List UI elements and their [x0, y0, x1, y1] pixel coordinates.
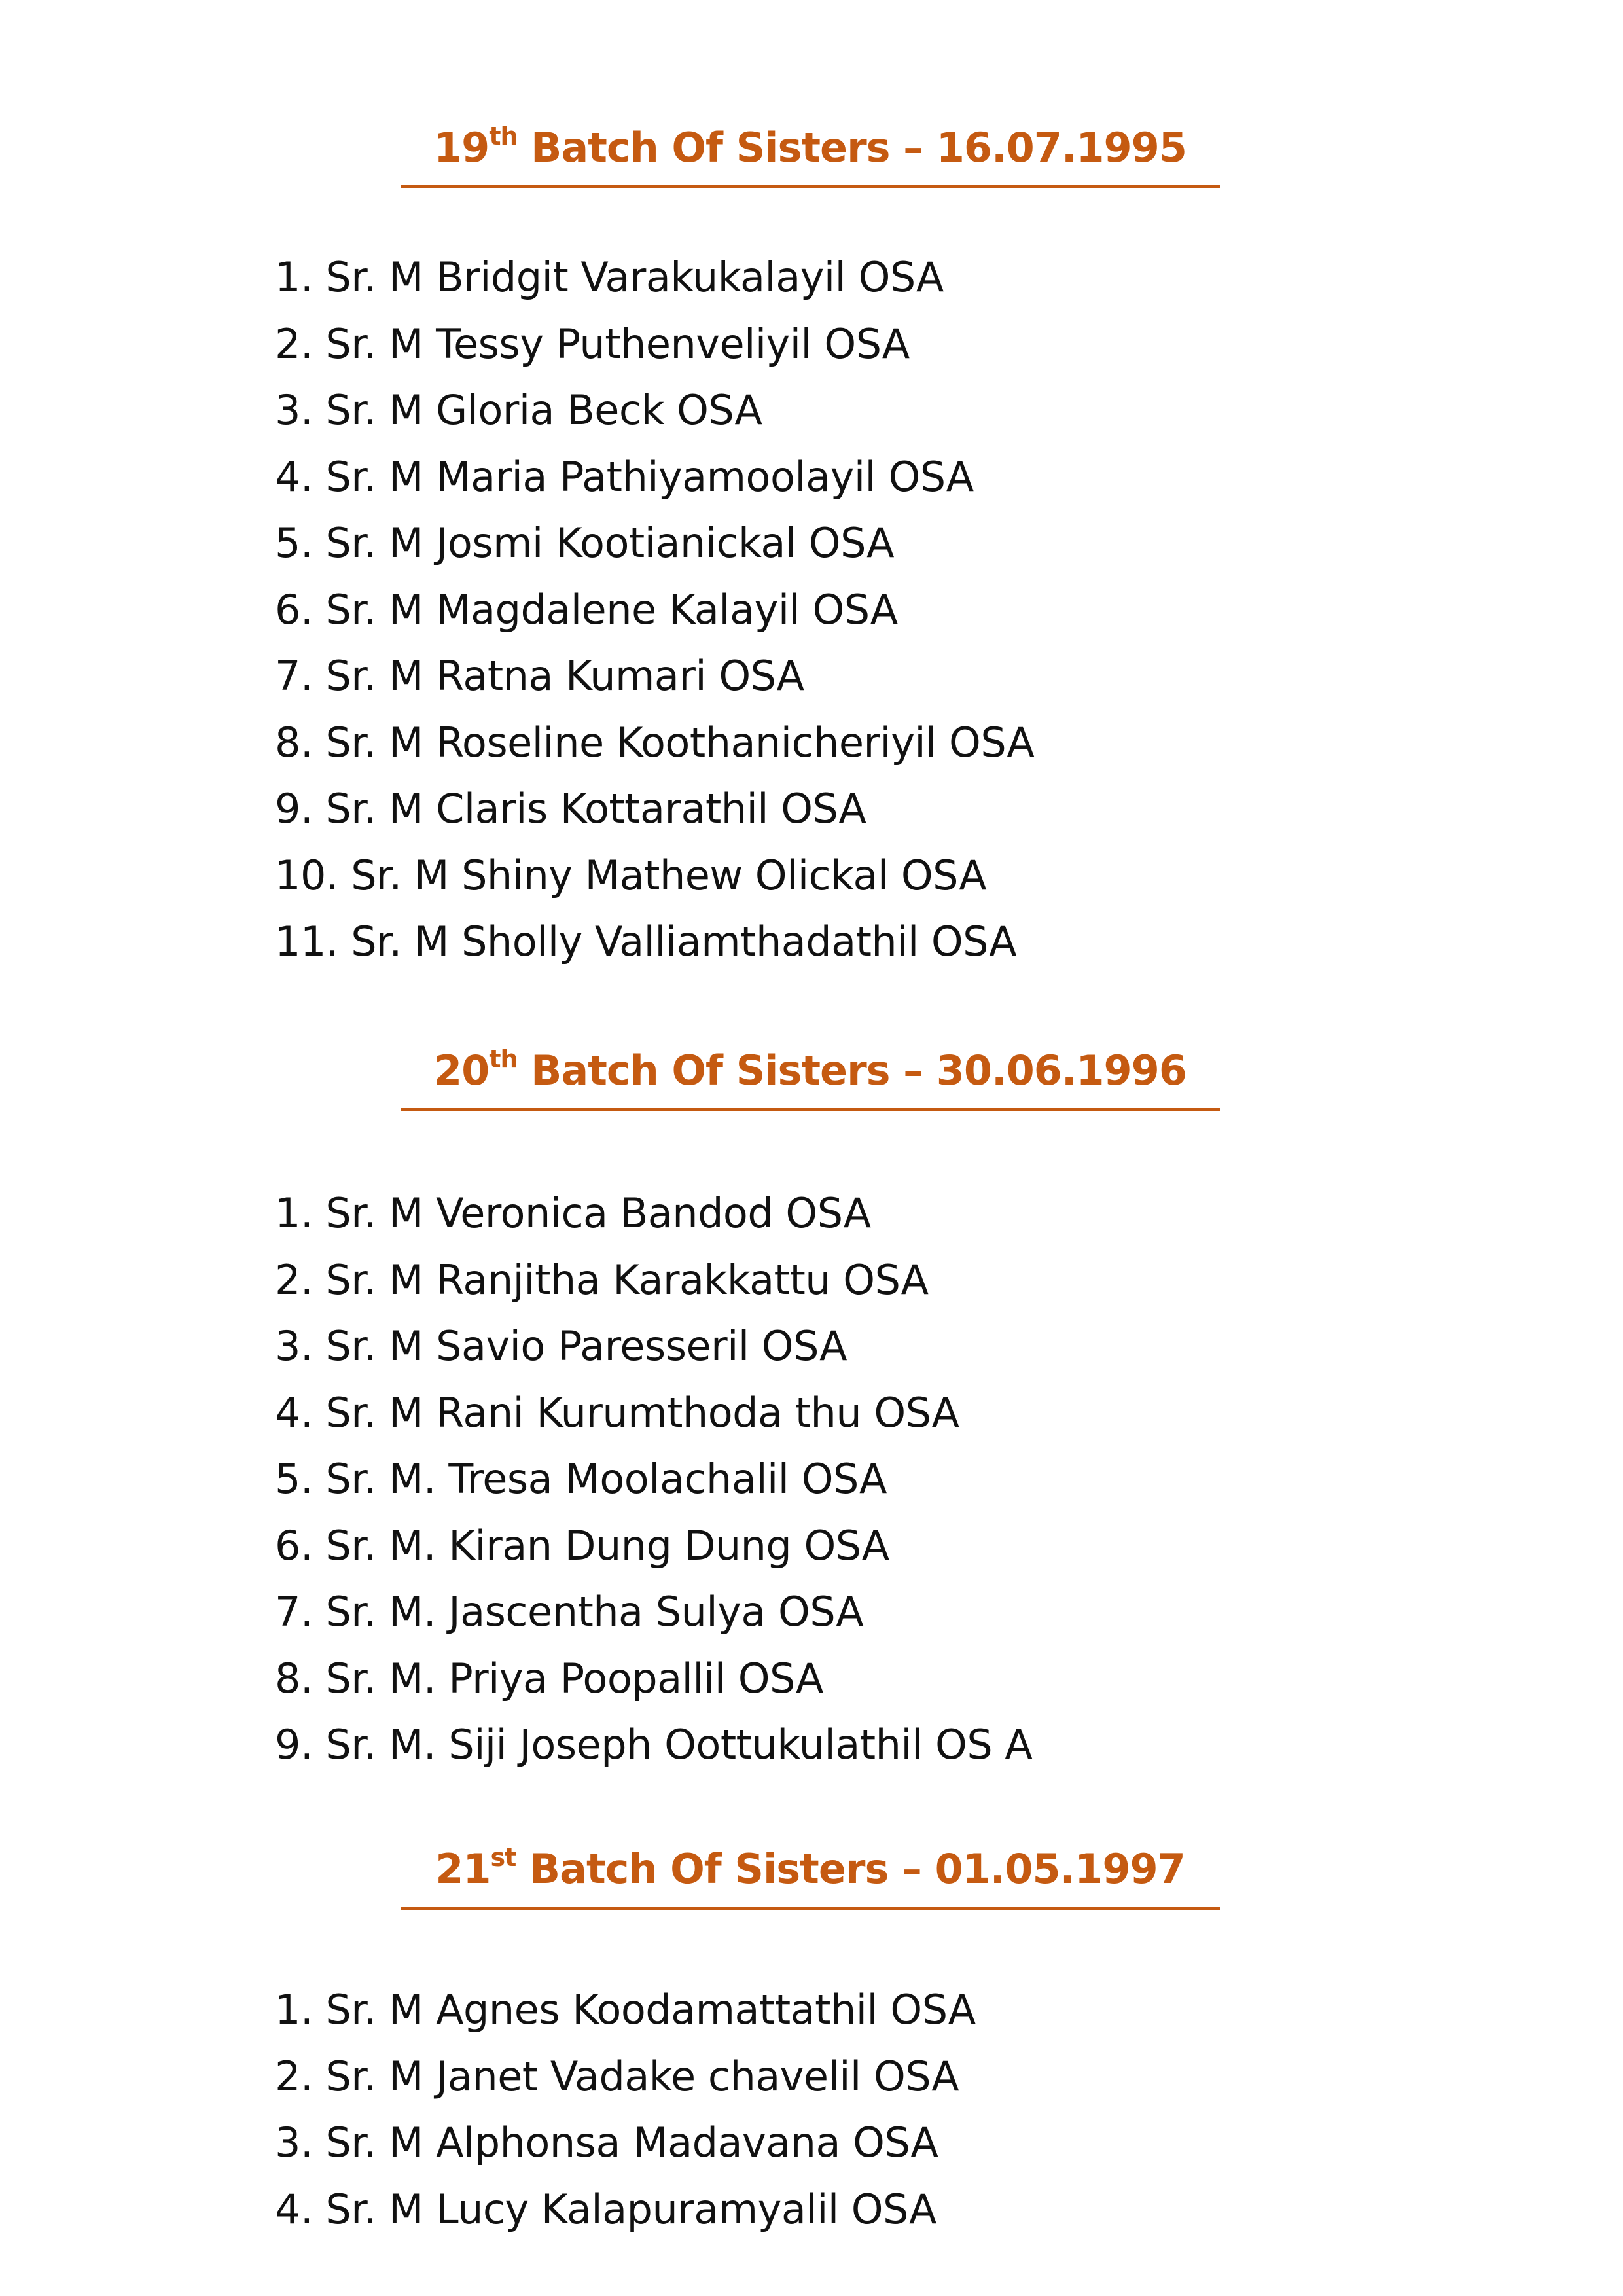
- batch-ordinal-suffix: th: [489, 1045, 518, 1073]
- batch-title-date: Batch Of Sisters – 01.05.1997: [516, 1845, 1185, 1893]
- batch-title-date: Batch Of Sisters – 30.06.1996: [517, 1047, 1186, 1094]
- member-item: 8. Sr. M Roseline Koothanicheriyil OSA: [275, 718, 1035, 766]
- batch-ordinal-suffix: th: [489, 122, 518, 151]
- member-item: 9. Sr. M Claris Kottarathil OSA: [275, 785, 866, 833]
- batch-ordinal: 19: [434, 124, 490, 171]
- batch-title-date: Batch Of Sisters – 16.07.1995: [517, 124, 1186, 171]
- member-item: 11. Sr. M Sholly Valliamthadathil OSA: [275, 918, 1017, 965]
- member-item: 9. Sr. M. Siji Joseph Oottukulathil OS A: [275, 1721, 1033, 1768]
- member-item: 3. Sr. M Savio Paresseril OSA: [275, 1322, 847, 1370]
- member-item: 4. Sr. M Rani Kurumthoda thu OSA: [275, 1388, 959, 1437]
- member-item: 6. Sr. M Magdalene Kalayil OSA: [275, 585, 898, 634]
- member-item: 3. Sr. M Alphonsa Madavana OSA: [275, 2119, 938, 2166]
- member-item: 1. Sr. M Veronica Bandod OSA: [275, 1189, 871, 1237]
- batch-heading: [434, 122, 1186, 171]
- member-list: [275, 244, 1034, 975]
- member-item: 6. Sr. M. Kiran Dung Dung OSA: [275, 1521, 889, 1570]
- member-item: 2. Sr. M Janet Vadake chavelil OSA: [275, 2052, 959, 2100]
- member-item: 1. Sr. M Bridgit Varakukalayil OSA: [275, 253, 944, 301]
- heading-underline: [401, 185, 1220, 188]
- batch-heading-wrap: [401, 1843, 1220, 1893]
- member-item: 1. Sr. M Agnes Koodamattathil OSA: [275, 1986, 976, 2034]
- batch-heading: [434, 1045, 1186, 1094]
- member-item: 5. Sr. M. Tresa Moolachalil OSA: [275, 1455, 887, 1503]
- member-item: 7. Sr. M Ratna Kumari OSA: [275, 652, 804, 700]
- member-item: 4. Sr. M Lucy Kalapuramyalil OSA: [275, 2185, 936, 2233]
- member-item: 2. Sr. M Ranjitha Karakkattu OSA: [275, 1255, 929, 1304]
- batch-ordinal: 21: [435, 1845, 491, 1893]
- heading-underline: [401, 1907, 1220, 1910]
- batch-ordinal: 20: [434, 1047, 490, 1094]
- member-item: 5. Sr. M Josmi Kootianickal OSA: [275, 519, 895, 567]
- member-list: [275, 1977, 976, 2242]
- member-item: 8. Sr. M. Priya Poopallil OSA: [275, 1654, 823, 1702]
- batch-heading-wrap: [401, 122, 1220, 171]
- member-item: 10. Sr. M Shiny Mathew Olickal OSA: [275, 851, 987, 899]
- member-item: 3. Sr. M Gloria Beck OSA: [275, 386, 762, 434]
- batch-heading-wrap: [401, 1045, 1220, 1094]
- batch-heading: [435, 1843, 1185, 1893]
- member-item: 4. Sr. M Maria Pathiyamoolayil OSA: [275, 452, 974, 501]
- batch-ordinal-suffix: st: [490, 1843, 516, 1872]
- member-item: 7. Sr. M. Jascentha Sulya OSA: [275, 1588, 864, 1636]
- member-list: [275, 1180, 1032, 1778]
- member-item: 2. Sr. M Tessy Puthenveliyil OSA: [275, 319, 910, 368]
- heading-underline: [401, 1108, 1220, 1111]
